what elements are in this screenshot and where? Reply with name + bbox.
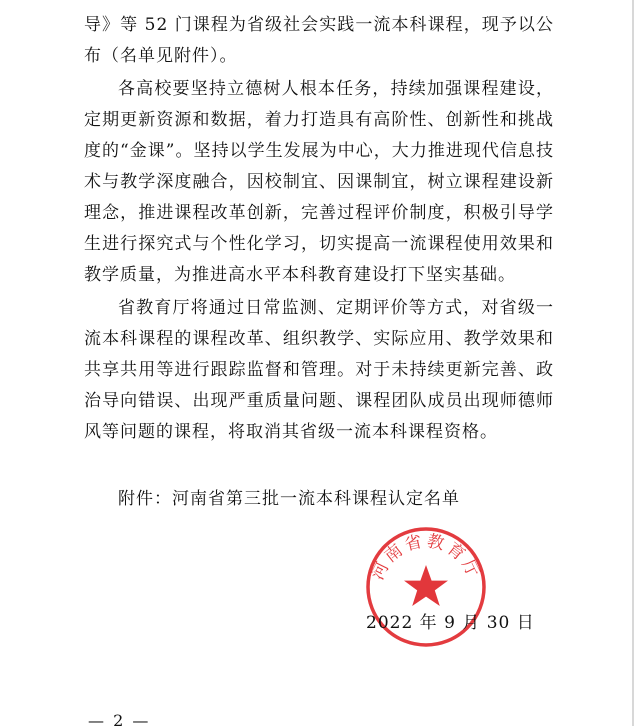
seal-star-icon [404,565,448,606]
attachment-note: 附件：河南省第三批一流本科课程认定名单 [118,489,460,509]
paragraph-2: 各高校要坚持立德树人根本任务，持续加强课程建设，定期更新资源和数据，着力打造具有高阶性、创新性和挑战度的“金课”。坚持以学生发展为中心，大力推进现代信息技术与教学深度融合，因校制宜、因课制宜，树立课程建设新理念，推进课程改革创新，完善过程评价制度，积极引导学生进行探究式与个性化学习，切实提高一流课程使用效果和教学质量，为推进高水平本科教育建设打下坚实基础。 [84,79,554,285]
paragraph-3: 省教育厅将通过日常监测、定期评价等方式，对省级一流本科课程的课程改革、组织教学、实际应用、教学效果和共享共用等进行跟踪监督和管理。对于未持续更新完善、政治导向错误、出现严重质量问题、课程团队成员出现师德师风等问题的课程，将取消其省级一流本科课程资格。 [84,298,554,442]
paragraph-1: 导》等 52 门课程为省级社会实践一流本科课程，现予以公布（名单见附件）。 [84,15,554,66]
document-body [84,10,554,450]
issue-date: 2022 年 9 月 30 日 [366,613,535,633]
seal-text: 河南省教育厅 [367,531,485,584]
page-number: — 2 — [88,711,151,726]
